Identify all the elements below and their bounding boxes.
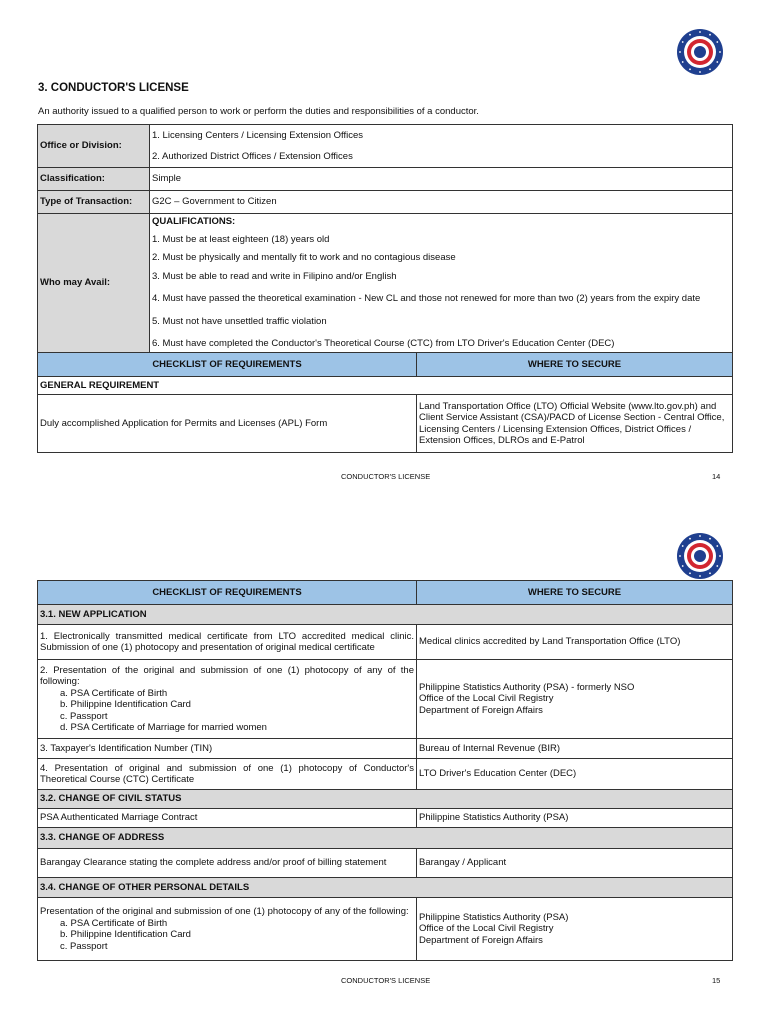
requirement-item-d: d. PSA Certificate of Marriage for married women [60, 722, 267, 733]
footer-title: CONDUCTOR'S LICENSE [341, 976, 431, 985]
where-cell: Philippine Statistics Authority (PSA) [417, 809, 733, 828]
requirement-item-b: b. Philippine Identification Card [60, 929, 191, 940]
requirement-item-c: c. Passport [60, 940, 108, 952]
where-cell: LTO Driver's Education Center (DEC) [417, 759, 733, 790]
classification-row [38, 168, 733, 191]
where-header: WHERE TO SECURE [417, 353, 733, 377]
avail-row [38, 214, 733, 353]
new-row-4 [38, 759, 733, 790]
section-new-application [38, 605, 733, 625]
requirement-item-c: c. Passport [60, 710, 108, 722]
requirement-cell: Barangay Clearance stating the complete address and/or proof of billing statement [38, 849, 417, 878]
page-number: 15 [712, 976, 721, 985]
section-label: 3.3. CHANGE OF ADDRESS [38, 828, 733, 849]
requirement-cell [38, 660, 417, 739]
requirement-item-a: a. PSA Certificate of Birth [60, 687, 168, 699]
requirement-cell: 4. Presentation of original and submission of one (1) photocopy of Conductor's Theoretical Course (CTC) Certificate [38, 759, 417, 790]
requirement-item-a: a. PSA Certificate of Birth [60, 917, 168, 929]
where-line-2: Office of the Local Civil Registry [419, 923, 554, 935]
qualification-4: 4. Must have passed the theoretical examination - New CL and those not renewed for more than two (2) years from the expiry date [152, 293, 701, 305]
lto-seal-icon [676, 28, 724, 76]
qualification-6: 6. Must have completed the Conductor's Theoretical Course (CTC) from LTO Driver's Education Center (DEC) [152, 338, 615, 350]
qualifications-title: QUALIFICATIONS: [152, 216, 236, 228]
checklist-header-row [38, 581, 733, 605]
section-label: 3.1. NEW APPLICATION [38, 605, 733, 625]
classification-label: Classification: [38, 168, 150, 191]
where-cell [417, 660, 733, 739]
section-heading: 3. CONDUCTOR'S LICENSE [38, 82, 189, 94]
license-info-table [37, 124, 733, 453]
where-line-3: Department of Foreign Affairs [419, 934, 543, 946]
requirement-item-b: b. Philippine Identification Card [60, 699, 191, 710]
qualification-2: 2. Must be physically and mentally fit to work and no contagious disease [152, 252, 456, 264]
transaction-row [38, 191, 733, 214]
general-requirement-row [38, 377, 733, 395]
checklist-header: CHECKLIST OF REQUIREMENTS [38, 581, 417, 605]
requirement-cell [38, 898, 417, 961]
new-row-1 [38, 625, 733, 660]
classification-value: Simple [150, 168, 733, 191]
section-address [38, 828, 733, 849]
qualifications-cell [150, 214, 733, 353]
where-cell: Barangay / Applicant [417, 849, 733, 878]
office-row [38, 125, 733, 168]
requirements-table [37, 580, 733, 961]
lto-seal-logo [676, 28, 724, 76]
other-row [38, 898, 733, 961]
footer-title: CONDUCTOR'S LICENSE [341, 472, 431, 481]
where-cell [417, 898, 733, 961]
requirement-intro: 2. Presentation of the original and submission of one (1) photocopy of any of the following: [40, 664, 414, 687]
new-row-3 [38, 739, 733, 759]
requirement-intro: Presentation of the original and submission of one (1) photocopy of any of the following: [40, 906, 409, 917]
where-line-1: Philippine Statistics Authority (PSA) [419, 911, 569, 923]
general-where: Land Transportation Office (LTO) Official Website (www.lto.gov.ph) and Client Service Assistant (CSA)/PACD of License Section - Central Office, Licensing Centers / Licensing Extension Offices, District Offices / Extension Offices, DLROs and E-Patrol [417, 395, 733, 453]
address-row [38, 849, 733, 878]
page-15 [0, 512, 768, 1024]
transaction-label: Type of Transaction: [38, 191, 150, 214]
new-row-2 [38, 660, 733, 739]
page-number: 14 [712, 472, 721, 481]
office-value-1: 1. Licensing Centers / Licensing Extension Offices [152, 129, 364, 141]
office-values [150, 125, 733, 168]
qualification-1: 1. Must be at least eighteen (18) years old [152, 233, 330, 245]
where-line-2: Office of the Local Civil Registry [419, 693, 554, 705]
qualification-3: 3. Must be able to read and write in Filipino and/or English [152, 270, 397, 282]
section-intro: An authority issued to a qualified person to work or perform the duties and responsibilities of a conductor. [38, 106, 479, 117]
section-civil-status [38, 790, 733, 809]
requirement-cell: 3. Taxpayer's Identification Number (TIN) [38, 739, 417, 759]
where-line-1: Philippine Statistics Authority (PSA) - formerly NSO [419, 681, 635, 693]
office-value-2: 2. Authorized District Offices / Extension Offices [152, 151, 353, 162]
requirement-cell: 1. Electronically transmitted medical certificate from LTO accredited medical clinic. Submission of one (1) photocopy and presentation of original medical certificate [38, 625, 417, 660]
general-requirement-label: GENERAL REQUIREMENT [38, 377, 733, 395]
section-label: 3.4. CHANGE OF OTHER PERSONAL DETAILS [38, 878, 733, 898]
lto-seal-logo [676, 532, 724, 580]
transaction-value: G2C – Government to Citizen [150, 191, 733, 214]
general-item: Duly accomplished Application for Permits and Licenses (APL) Form [38, 395, 417, 453]
office-label: Office or Division: [38, 125, 150, 168]
checklist-header-row [38, 353, 733, 377]
civil-row [38, 809, 733, 828]
where-cell: Bureau of Internal Revenue (BIR) [417, 739, 733, 759]
general-item-row [38, 395, 733, 453]
where-line-3: Department of Foreign Affairs [419, 704, 543, 716]
qualification-5: 5. Must not have unsettled traffic violation [152, 315, 327, 327]
avail-label: Who may Avail: [38, 214, 150, 353]
section-label: 3.2. CHANGE OF CIVIL STATUS [38, 790, 733, 809]
where-cell: Medical clinics accredited by Land Transportation Office (LTO) [417, 625, 733, 660]
checklist-header: CHECKLIST OF REQUIREMENTS [38, 353, 417, 377]
lto-seal-icon [676, 532, 724, 580]
section-other-details [38, 878, 733, 898]
requirement-cell: PSA Authenticated Marriage Contract [38, 809, 417, 828]
where-header: WHERE TO SECURE [417, 581, 733, 605]
